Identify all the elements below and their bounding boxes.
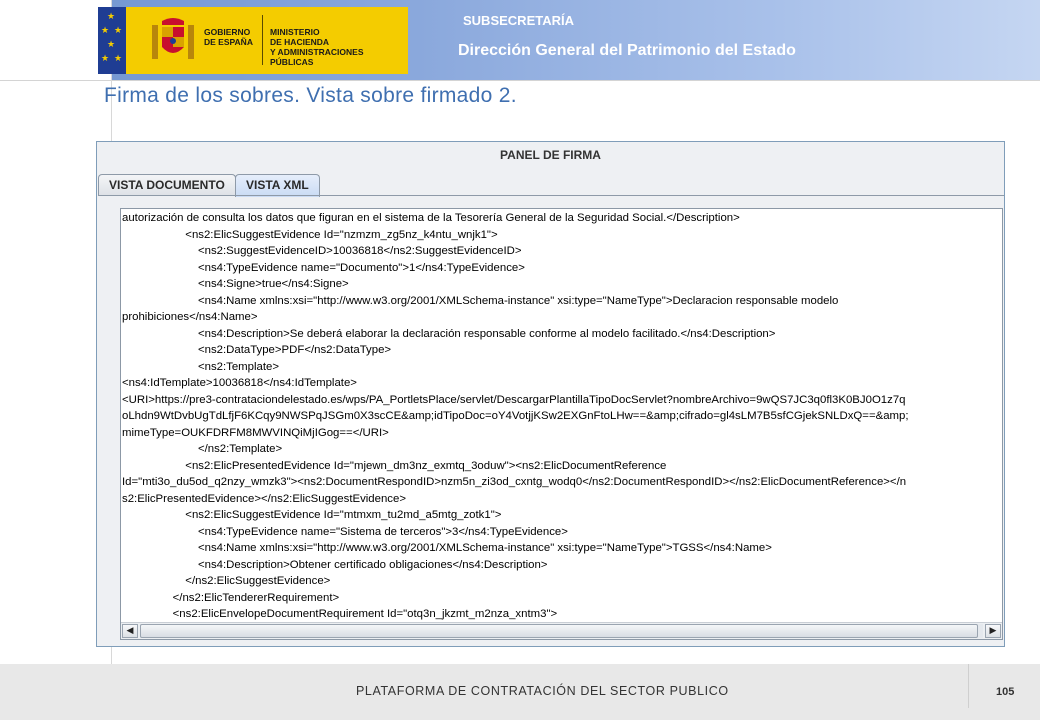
scroll-thumb[interactable] bbox=[140, 624, 978, 638]
xml-line: oLhdn9WtDvbUgTdLfjF6KCqy9NWSPqJSGm0X3scCE&amp;idTipoDoc=oY4VotjjKSw2EXGnFtoLHw==&amp;cifrado=gl4sLM7B5sfCGjekSNLDxQ==&amp; bbox=[122, 410, 909, 422]
xml-content bbox=[121, 209, 1003, 622]
horizontal-scrollbar[interactable] bbox=[121, 622, 1002, 639]
direccion-general-label: Dirección General del Patrimonio del Estado bbox=[458, 42, 796, 59]
xml-line: </ns2:ElicSuggestEvidence> bbox=[122, 575, 331, 587]
xml-line: <ns2:SuggestEvidenceID>10036818</ns2:SuggestEvidenceID> bbox=[122, 245, 522, 257]
scroll-right-arrow-icon[interactable]: ▶ bbox=[985, 624, 1001, 638]
header-left-margin bbox=[0, 0, 112, 80]
xml-line: <ns2:DataType>PDF</ns2:DataType> bbox=[122, 344, 392, 356]
xml-line: <ns2:ElicSuggestEvidence Id="mtmxm_tu2md_a5mtg_zotk1"> bbox=[122, 509, 502, 521]
xml-line: Id="mti3o_du5od_q2nzy_wmzk3"><ns2:DocumentRespondID>nzm5n_zi3od_cxntg_wodq0</ns2:DocumentRespondID></ns2:ElicDocumentReference></n bbox=[122, 476, 907, 488]
tab-vista-documento[interactable]: VISTA DOCUMENTO bbox=[98, 174, 236, 196]
tab-underline bbox=[98, 195, 1004, 196]
signature-panel bbox=[96, 141, 1005, 647]
xml-line: <ns2:ElicPresentedEvidence Id="mjewn_dm3nz_exmtq_3oduw"><ns2:ElicDocumentReference bbox=[122, 459, 667, 472]
government-logo bbox=[101, 7, 408, 74]
subsecretaria-label: SUBSECRETARÍA bbox=[463, 13, 574, 28]
ministerio-text: MINISTERIO DE HACIENDA Y ADMINISTRACIONES PÚBLICAS bbox=[270, 27, 364, 67]
coat-of-arms-icon bbox=[148, 15, 198, 65]
xml-line: autorización de consulta los datos que figuran en el sistema de la Tesorería General de la Seguridad Social.</Description> bbox=[122, 212, 740, 224]
xml-line: prohibiciones</ns4:Name> bbox=[122, 311, 258, 323]
xml-text-area[interactable] bbox=[120, 208, 1003, 640]
xml-line: s2:ElicPresentedEvidence></ns2:ElicSuggestEvidence> bbox=[122, 492, 406, 505]
logo-divider bbox=[262, 15, 263, 65]
eu-stars-strip: ★ ★ ★ ★ ★ ★ bbox=[98, 7, 126, 74]
xml-line: <ns4:TypeEvidence name="Sistema de terceros">3</ns4:TypeEvidence> bbox=[122, 525, 568, 538]
panel-title: PANEL DE FIRMA bbox=[500, 148, 601, 162]
xml-line: <ns4:Description>Obtener certificado obligaciones</ns4:Description> bbox=[122, 558, 548, 571]
page-number: 105 bbox=[996, 686, 1015, 698]
xml-line: <ns4:Name xmlns:xsi="http://www.w3.org/2001/XMLSchema-instance" xsi:type="NameType">TGSS</ns4:Name> bbox=[122, 542, 772, 554]
xml-line: <ns2:ElicEnvelopeDocumentRequirement Id="otq3n_jkzmt_m2nza_xntm3"> bbox=[122, 608, 558, 620]
page-title: Firma de los sobres. Vista sobre firmado 2. bbox=[104, 84, 517, 107]
xml-line: <ns4:IdTemplate>10036818</ns4:IdTemplate> bbox=[122, 377, 357, 389]
scroll-left-arrow-icon[interactable]: ◀ bbox=[122, 624, 138, 638]
tab-bar bbox=[98, 174, 1004, 196]
footer-platform-name: PLATAFORMA DE CONTRATACIÓN DEL SECTOR PUBLICO bbox=[356, 684, 729, 698]
xml-line: <ns4:TypeEvidence name="Documento">1</ns4:TypeEvidence> bbox=[122, 261, 525, 274]
footer-divider bbox=[968, 664, 969, 708]
xml-line: </ns2:ElicTendererRequirement> bbox=[122, 591, 340, 604]
xml-line: mimeType=OUKFDRFM8MWVINQiMjIGog==</URI> bbox=[122, 426, 389, 439]
xml-line: <ns4:Signe>true</ns4:Signe> bbox=[122, 278, 349, 290]
xml-line: </ns2:Template> bbox=[122, 443, 283, 455]
tab-vista-xml[interactable]: VISTA XML bbox=[235, 174, 320, 197]
xml-line: <ns4:Description>Se deberá elaborar la declaración responsable conforme al modelo facilitado.</ns4:Description> bbox=[122, 327, 776, 340]
xml-line: <ns2:ElicSuggestEvidence Id="nzmzm_zg5nz_k4ntu_wnjk1"> bbox=[122, 228, 498, 241]
xml-line: <ns2:Template> bbox=[122, 360, 280, 373]
gobierno-text: GOBIERNO DE ESPAÑA bbox=[204, 27, 253, 47]
header-divider bbox=[0, 80, 1040, 81]
xml-line: <URI>https://pre3-contrataciondelestado.es/wps/PA_PortletsPlace/servlet/DescargarPlantillaTipoDocServlet?nombreArchivo=9wQS7JC3q0fl3K0BJ0O1z7q bbox=[122, 393, 906, 406]
xml-line: <ns4:Name xmlns:xsi="http://www.w3.org/2001/XMLSchema-instance" xsi:type="NameType">Declaracion responsable modelo bbox=[122, 294, 839, 307]
